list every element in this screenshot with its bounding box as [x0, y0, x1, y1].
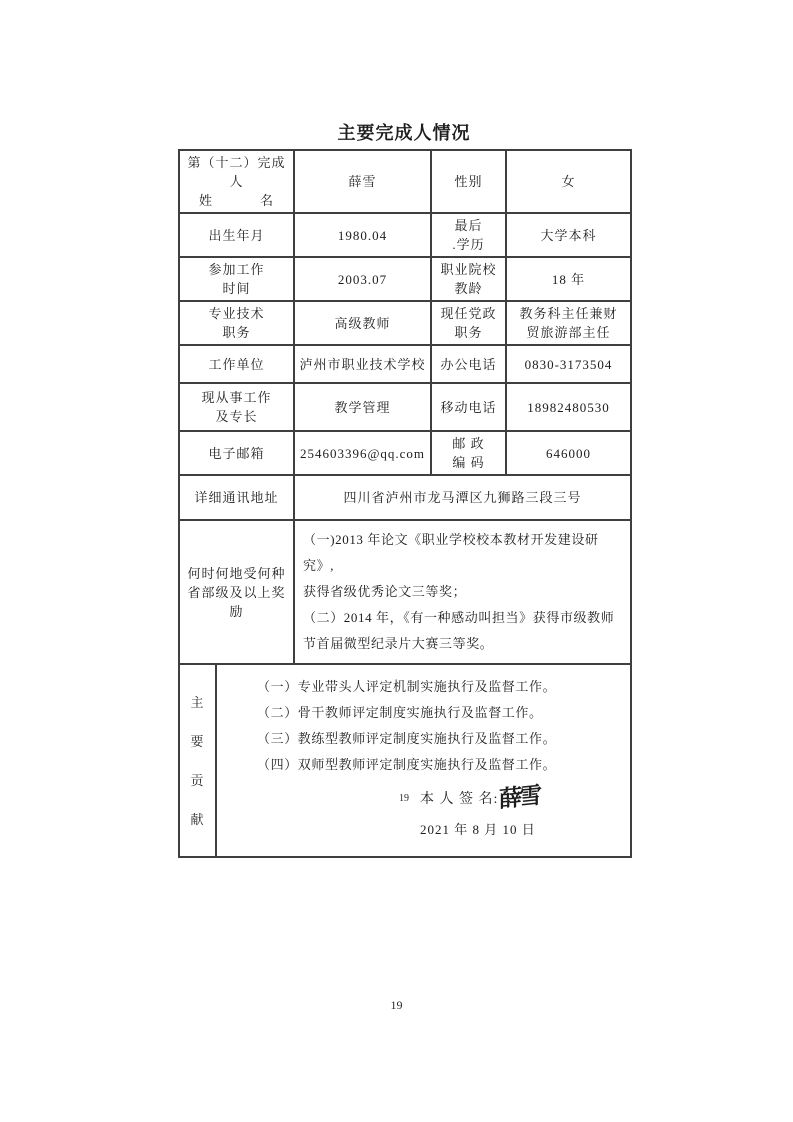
label-line: 教龄	[454, 281, 483, 296]
vertical-label	[180, 665, 215, 856]
value-name: 薛雪	[294, 150, 431, 213]
value-line: 教务科主任兼财	[519, 306, 618, 321]
value-party-position	[506, 301, 631, 345]
award-line: （一)2013 年论文《职业学校校本教材开发建设研究》,	[303, 532, 599, 573]
label-address: 详细通讯地址	[179, 475, 294, 520]
signature-label: 本 人 签 名:	[420, 792, 499, 807]
label-line: 参加工作	[208, 262, 265, 277]
label-current-work	[179, 383, 294, 431]
label-char: 主	[190, 694, 205, 710]
label-line: 邮 政	[452, 436, 485, 451]
footer-page-number: 19	[390, 998, 403, 1012]
label-main-contribution	[179, 664, 216, 857]
label-line: 何时何地受何种	[187, 565, 286, 581]
value-education: 大学本科	[506, 213, 631, 257]
value-current-work: 教学管理	[294, 383, 431, 431]
label-line: 现任党政	[440, 306, 497, 321]
label-postal-code	[431, 431, 506, 475]
label-line: 职务	[222, 325, 251, 340]
label-line: 第（十二）完成人	[187, 155, 286, 189]
value-address: 四川省泸州市龙马潭区九狮路三段三号	[294, 475, 631, 520]
label-part: 名	[259, 193, 274, 208]
label-gender: 性别	[431, 150, 506, 213]
table-row-birth	[179, 213, 631, 257]
table-row-name	[179, 150, 631, 213]
table-row-awards	[179, 520, 631, 664]
contribution-line: （三）教练型教师评定制度实施执行及监督工作。	[257, 731, 557, 746]
label-char: 贡	[190, 772, 205, 788]
label-technical-title	[179, 301, 294, 345]
signature-date: 2021 年 8 月 10 日	[420, 822, 536, 837]
value-technical-title: 高级教师	[294, 301, 431, 345]
value-birth-date: 1980.04	[294, 213, 431, 257]
table-page-number: 19	[399, 793, 409, 804]
value-postal-code: 646000	[506, 431, 631, 475]
contribution-line: （一）专业带头人评定机制实施执行及监督工作。	[257, 679, 557, 694]
table-row-email	[179, 431, 631, 475]
value-line: 贸旅游部主任	[526, 325, 611, 340]
table-row-title	[179, 301, 631, 345]
value-office-phone: 0830-3173504	[506, 345, 631, 383]
table-row-work-start	[179, 257, 631, 301]
value-teaching-years: 18 年	[506, 257, 631, 301]
table-row-current-work	[179, 383, 631, 431]
value-main-contribution	[216, 664, 631, 857]
value-gender: 女	[506, 150, 631, 213]
label-line: 职务	[454, 325, 483, 340]
completer-info-table	[178, 149, 630, 858]
label-line: 职业院校	[440, 262, 497, 277]
award-line: （二）2014 年，《有一种感动叫担当》获得市级教师	[303, 610, 615, 625]
label-education	[431, 213, 506, 257]
label-work-start	[179, 257, 294, 301]
page-title: 主要完成人情况	[337, 123, 471, 143]
label-char: 献	[190, 811, 205, 827]
label-awards	[179, 520, 294, 664]
label-line	[183, 191, 290, 210]
table-row-address	[179, 475, 631, 520]
value-email: 254603396@qq.com	[294, 431, 431, 475]
label-line: 时间	[222, 281, 251, 296]
label-line: 最后	[454, 218, 483, 233]
label-line: .学历	[452, 237, 485, 252]
label-party-position	[431, 301, 506, 345]
contribution-line: （二）骨干教师评定制度实施执行及监督工作。	[257, 705, 543, 720]
value-awards	[294, 520, 631, 664]
value-work-start: 2003.07	[294, 257, 431, 301]
label-birth-date: 出生年月	[179, 213, 294, 257]
info-table-main	[178, 149, 632, 665]
label-line: 专业技术	[208, 306, 265, 321]
label-office-phone: 办公电话	[431, 345, 506, 383]
label-line: 现从事工作	[201, 390, 272, 405]
label-completer-name	[179, 150, 294, 213]
label-employer: 工作单位	[179, 345, 294, 383]
info-table-contribution	[178, 663, 632, 858]
value-mobile-phone: 18982480530	[506, 383, 631, 431]
value-employer: 泸州市职业技术学校	[294, 345, 431, 383]
label-line: 及专长	[215, 409, 258, 424]
label-email: 电子邮箱	[179, 431, 294, 475]
contribution-line: （四）双师型教师评定制度实施执行及监督工作。	[257, 757, 557, 772]
award-line: 节首届微型纪录片大赛三等奖。	[303, 636, 494, 651]
award-line: 获得省级优秀论文三等奖；	[303, 584, 467, 599]
label-line: 编 码	[452, 455, 485, 470]
label-char: 要	[190, 733, 205, 749]
label-part: 姓	[199, 193, 214, 208]
table-row-contribution	[179, 664, 631, 857]
signature-handwriting: 薛雪	[499, 782, 540, 813]
label-teaching-years	[431, 257, 506, 301]
label-line: 省部级及以上奖励	[187, 584, 286, 619]
label-mobile-phone: 移动电话	[431, 383, 506, 431]
table-row-employer	[179, 345, 631, 383]
